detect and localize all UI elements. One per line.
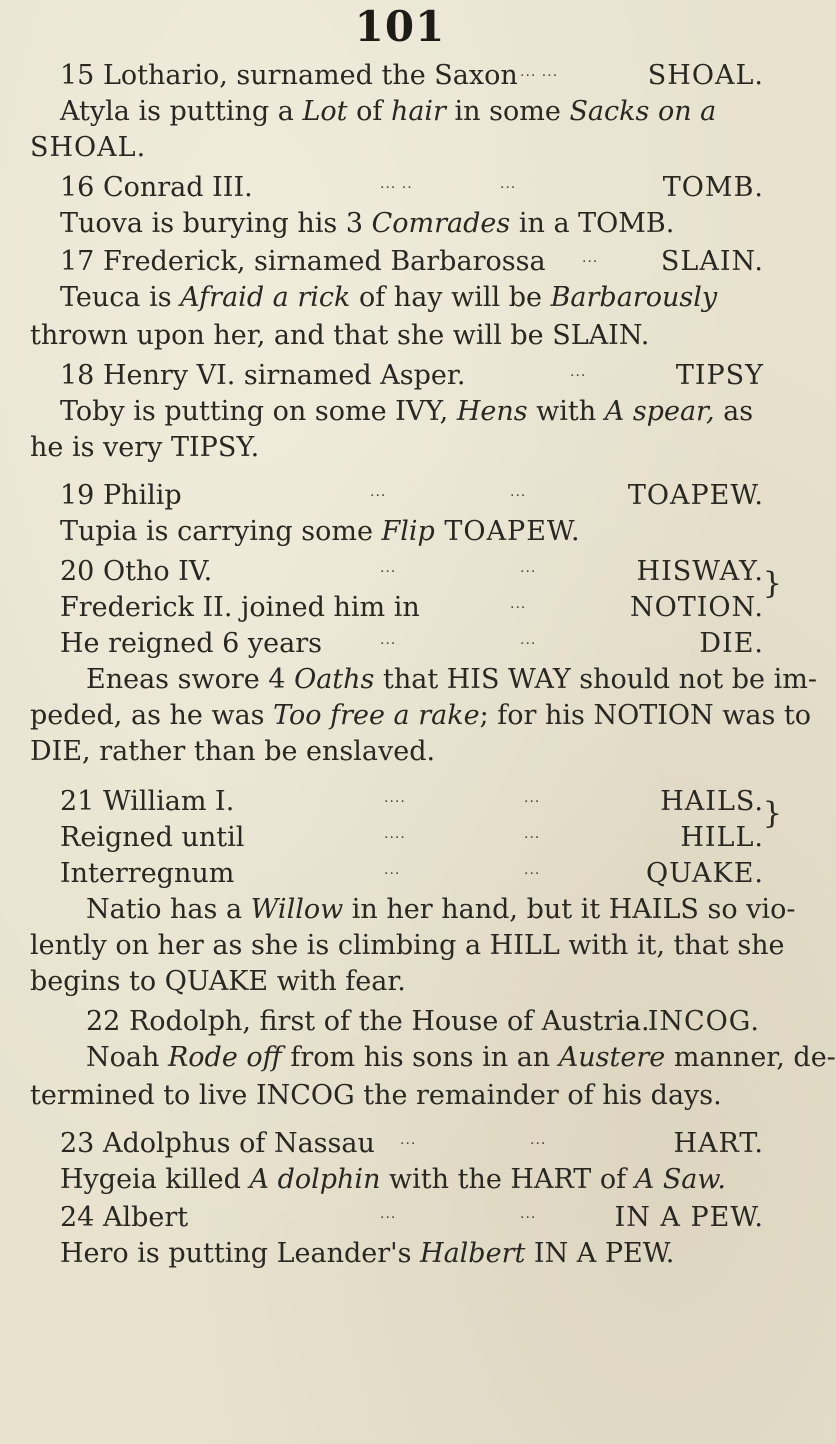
entry-15-line-2: SHOAL. bbox=[30, 132, 147, 163]
entry-23-dots-2: ... bbox=[530, 1132, 547, 1148]
entry-19-dots-2: ... bbox=[510, 484, 527, 500]
brace-21: } bbox=[762, 796, 782, 831]
entry-21-title: 21 William I. bbox=[60, 786, 235, 817]
entry-24-dots-2: ... bbox=[520, 1206, 537, 1222]
entry-18-title: 18 Henry VI. sirnamed Asper. bbox=[60, 360, 466, 391]
entry-16 bbox=[0, 170, 800, 210]
entry-21-c-dots-1: ... bbox=[384, 862, 401, 878]
entry-20-line-3: DIE, rather than be enslaved. bbox=[30, 736, 436, 767]
entry-18-dots: ... bbox=[570, 364, 587, 380]
entry-19-dots-1: ... bbox=[370, 484, 387, 500]
brace-20: } bbox=[762, 566, 782, 601]
entry-22-line-1: Noah Rode off from his sons in an Austere manner, de- bbox=[86, 1042, 836, 1073]
entry-21-line-1: Natio has a Willow in her hand, but it HAILS so vio- bbox=[86, 894, 796, 925]
entry-19 bbox=[0, 478, 800, 518]
entry-18-line-2: he is very TIPSY. bbox=[30, 432, 260, 463]
entry-18 bbox=[0, 358, 800, 398]
entry-21-line-2: lently on her as she is climbing a HILL with it, that she bbox=[30, 930, 785, 961]
entry-16-dots-2: ... bbox=[500, 176, 517, 192]
page-number: 101 bbox=[354, 2, 446, 51]
entry-24-dots-1: ... bbox=[380, 1206, 397, 1222]
entry-20-line-2: peded, as he was Too free a rake; for his NOTION was to bbox=[30, 700, 811, 731]
entry-21-b-dots-1: .... bbox=[384, 826, 406, 842]
entry-20-b-dots: ... bbox=[510, 596, 527, 612]
entry-23-title: 23 Adolphus of Nassau bbox=[60, 1128, 375, 1159]
entry-16-key: TOMB. bbox=[662, 172, 764, 203]
entry-16-line-1: Tuova is burying his 3 Comrades in a TOMB. bbox=[60, 208, 675, 239]
entry-20-dots-2: ... bbox=[520, 560, 537, 576]
entry-17-dots: ... bbox=[582, 250, 599, 266]
entry-20-dots-1: ... bbox=[380, 560, 397, 576]
entry-15-title: 15 Lothario, surnamed the Saxon bbox=[60, 60, 518, 91]
entry-21-b bbox=[0, 820, 800, 860]
entry-24-key: IN A PEW. bbox=[614, 1202, 764, 1233]
entry-20-c bbox=[0, 626, 800, 666]
entry-20-title: 20 Otho IV. bbox=[60, 556, 213, 587]
entry-19-title: 19 Philip bbox=[60, 480, 182, 511]
entry-21-b-key: HILL. bbox=[680, 822, 764, 853]
entry-19-line-1: Tupia is carrying some Flip TOAPEW. bbox=[60, 516, 581, 547]
entry-21-b-dots-2: ... bbox=[524, 826, 541, 842]
entry-17-line-1: Teuca is Afraid a rick of hay will be Barbarously bbox=[60, 282, 718, 313]
entry-20-b-title: Frederick II. joined him in bbox=[60, 592, 420, 623]
entry-20-key: HISWAY. bbox=[636, 556, 764, 587]
entry-22-key: - INCOG. bbox=[628, 1006, 760, 1037]
entry-18-key: TIPSY bbox=[675, 360, 764, 391]
entry-23-key: HART. bbox=[673, 1128, 764, 1159]
entry-23-dots-1: ... bbox=[400, 1132, 417, 1148]
entry-22-line-2: termined to live INCOG the remainder of his days. bbox=[30, 1080, 722, 1111]
entry-17-title: 17 Frederick, sirnamed Barbarossa bbox=[60, 246, 546, 277]
entry-20-line-1: Eneas swore 4 Oaths that HIS WAY should not be im- bbox=[86, 664, 817, 695]
entry-20-c-title: He reigned 6 years bbox=[60, 628, 322, 659]
entry-15-key: SHOAL. bbox=[647, 60, 764, 91]
entry-16-title: 16 Conrad III. bbox=[60, 172, 253, 203]
entry-20-b-key: NOTION. bbox=[629, 592, 764, 623]
entry-21-line-3: begins to QUAKE with fear. bbox=[30, 966, 406, 997]
entry-20-b bbox=[0, 590, 800, 630]
entry-21-c-key: QUAKE. bbox=[645, 858, 764, 889]
entry-21-c bbox=[0, 856, 800, 896]
entry-19-key: TOAPEW. bbox=[627, 480, 764, 511]
entry-15-line-1: Atyla is putting a Lot of hair in some Sacks on a bbox=[60, 96, 717, 127]
entry-18-line-1: Toby is putting on some IVY, Hens with A spear, as bbox=[60, 396, 754, 427]
entry-17-line-2: thrown upon her, and that she will be SLAIN. bbox=[30, 320, 650, 351]
entry-20-c-dots-1: ... bbox=[380, 632, 397, 648]
entry-22-title: 22 Rodolph, first of the House of Austria. bbox=[86, 1006, 650, 1037]
entry-22 bbox=[0, 1004, 800, 1044]
entry-21-b-title: Reigned until bbox=[60, 822, 245, 853]
entry-21-c-title: Interregnum bbox=[60, 858, 235, 889]
entry-24-line-1: Hero is putting Leander's Halbert IN A PEW. bbox=[60, 1238, 675, 1269]
entry-21-key: HAILS. bbox=[660, 786, 764, 817]
entry-21-c-dots-2: ... bbox=[524, 862, 541, 878]
entry-15 bbox=[0, 58, 800, 98]
entry-20-c-dots-2: ... bbox=[520, 632, 537, 648]
entry-21-dots-1: .... bbox=[384, 790, 406, 806]
entry-23 bbox=[0, 1126, 800, 1166]
entry-24 bbox=[0, 1200, 800, 1240]
entry-17 bbox=[0, 244, 800, 284]
entry-15-dots: ... ... bbox=[520, 64, 559, 80]
entry-17-key: SLAIN. bbox=[660, 246, 764, 277]
entry-24-title: 24 Albert bbox=[60, 1202, 189, 1233]
entry-16-dots-1: ... .. bbox=[380, 176, 413, 192]
entry-21-dots-2: ... bbox=[524, 790, 541, 806]
entry-23-line-1: Hygeia killed A dolphin with the HART of A Saw. bbox=[60, 1164, 726, 1195]
entry-20-c-key: DIE. bbox=[699, 628, 764, 659]
entry-21 bbox=[0, 784, 800, 824]
entry-20 bbox=[0, 554, 800, 594]
